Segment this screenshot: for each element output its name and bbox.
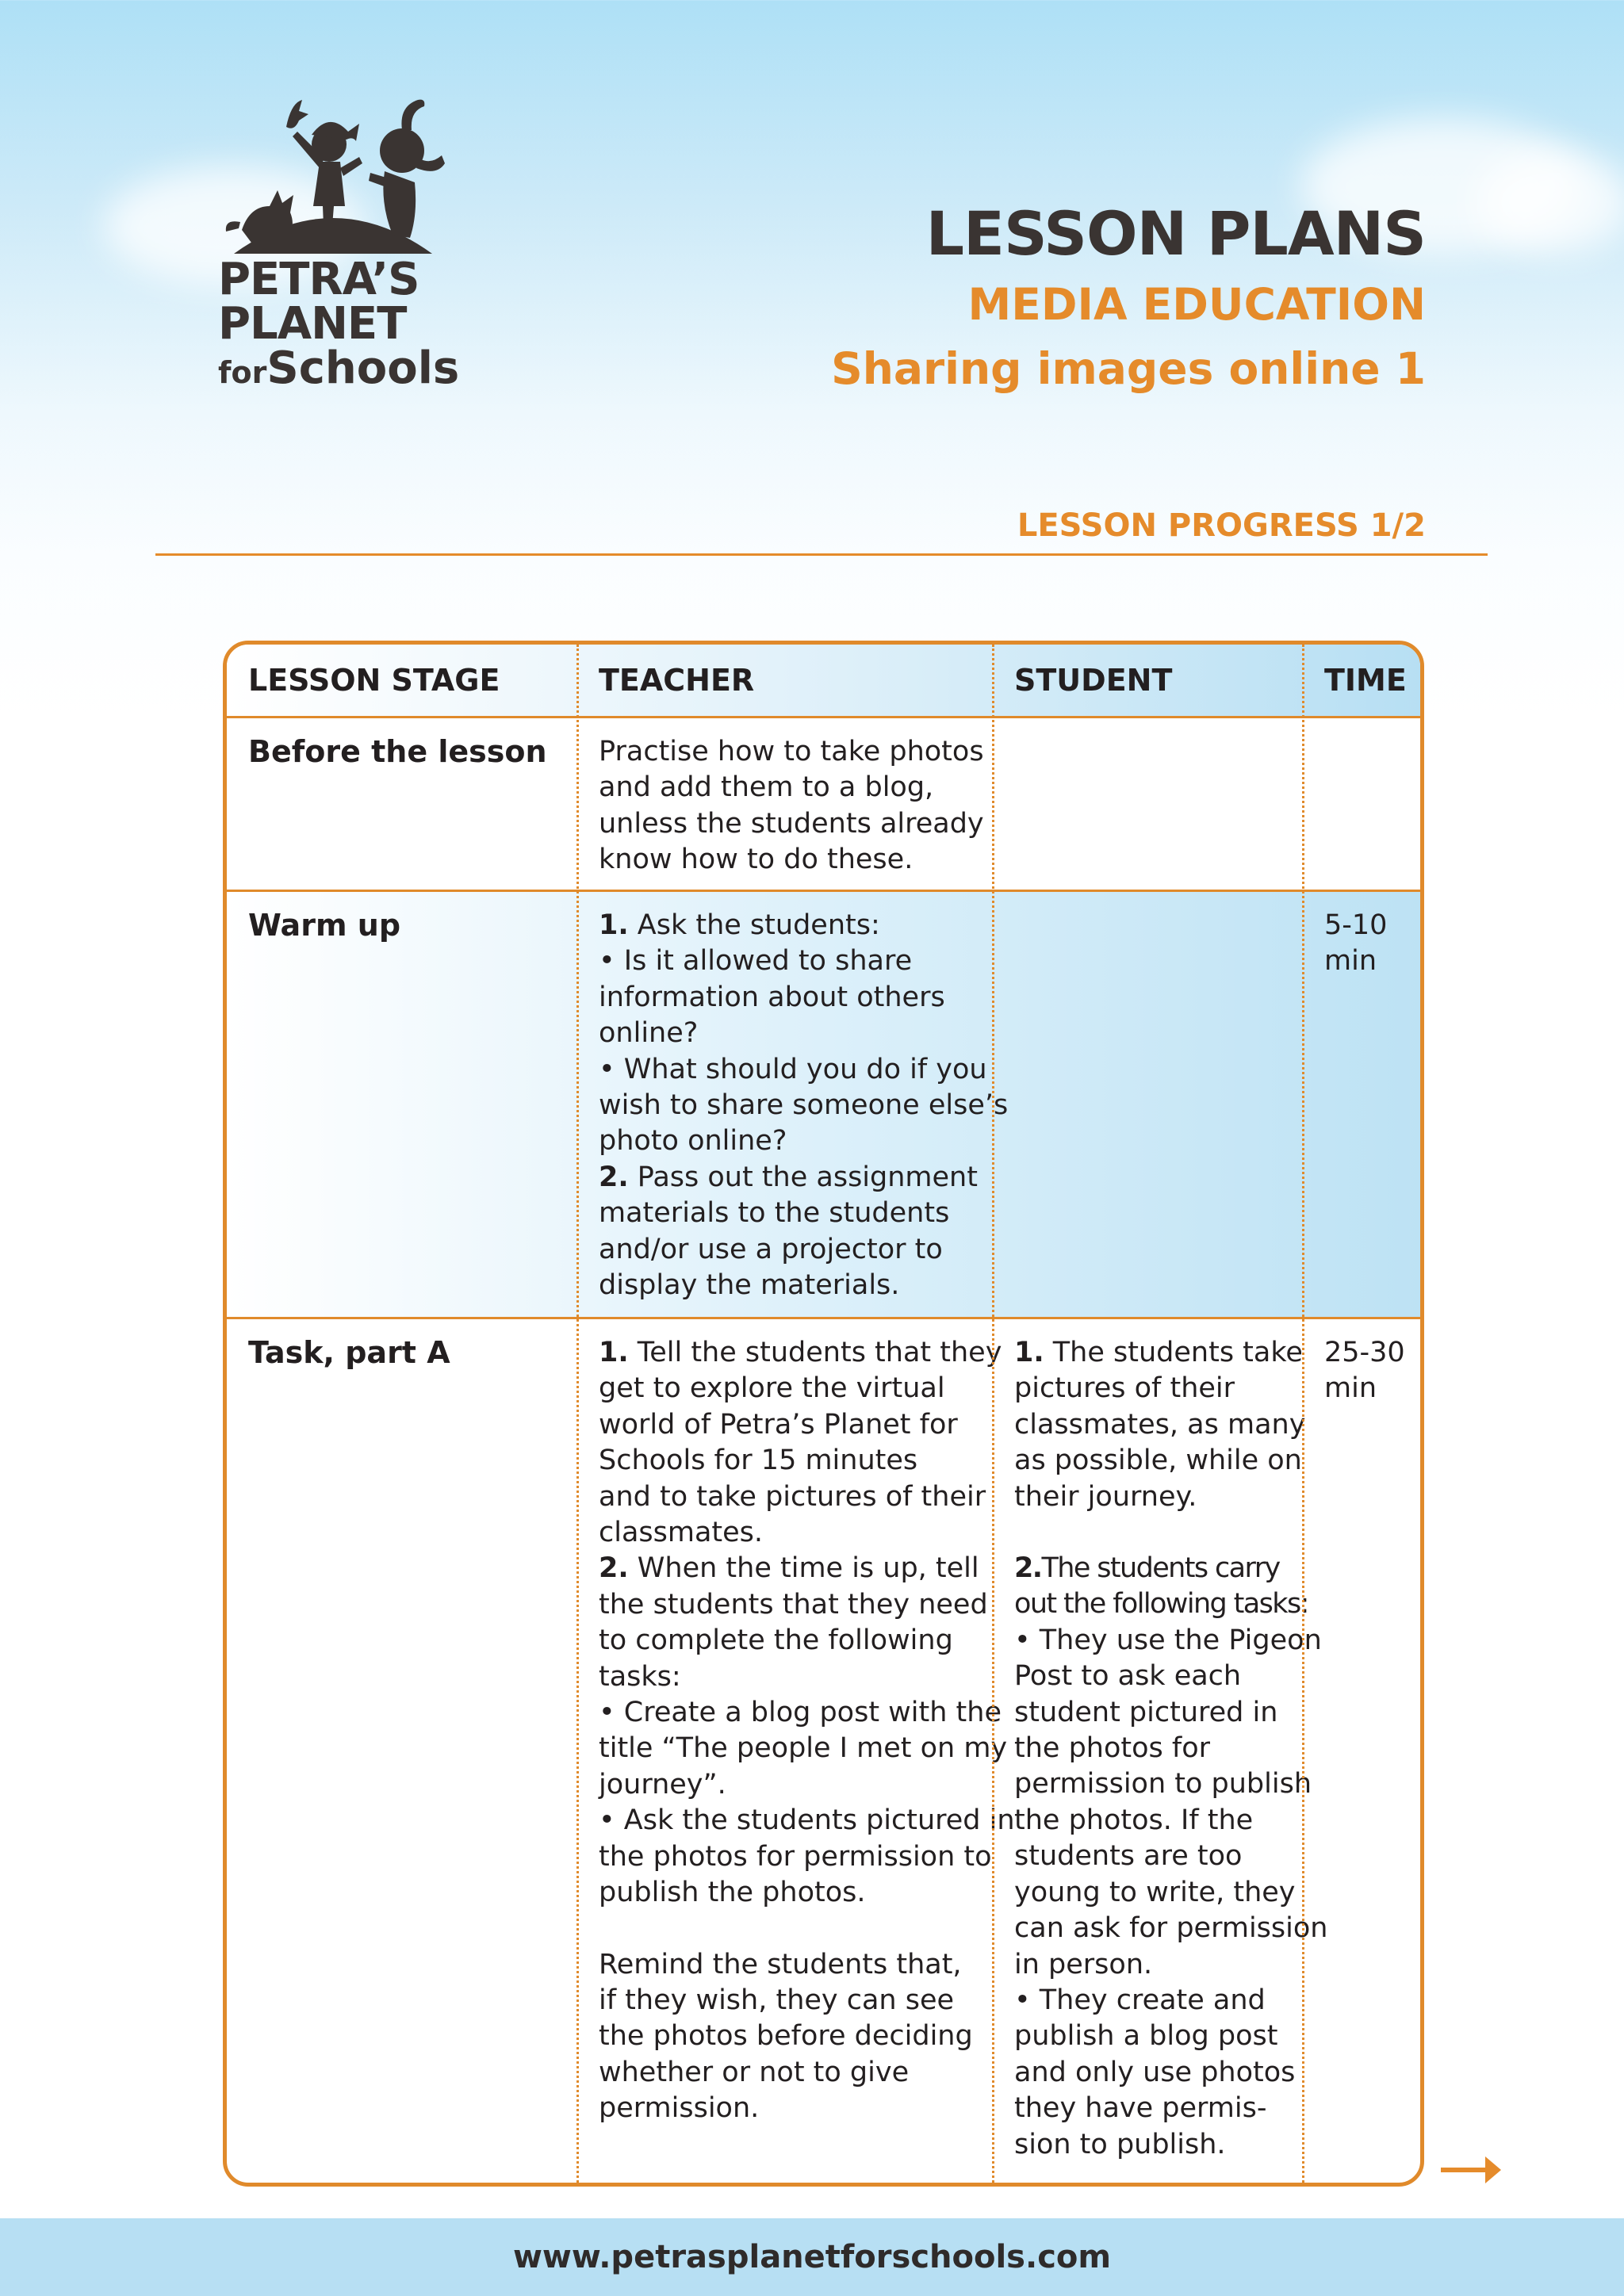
header-divider [155,553,1488,556]
column-divider [576,645,579,2183]
logo-wordmark [218,254,460,395]
logo-line-3: forSchools [218,342,460,394]
column-divider [992,645,994,2183]
teacher-cell: 1. Tell the students that they get to explore the virtual world of Petra’s Planet for Schools for 15 minutes and to take pictures of their classmates. 2. When the time is up, tell the students that they need to complete the following tasks: • Create a blog post with the title “The people I met on my journey”. • Ask the students pictured in the photos for permission to publish the photos. Remind the students that, if they wish, they can see the photos before deciding whether or not to give permission. [599,1337,1015,2125]
logo-silhouette-icon [218,95,448,262]
lesson-plan-table [223,641,1424,2187]
logo-line-1: PETRA’S [218,254,419,305]
cloud-decoration [1475,151,1624,254]
column-header-teacher: TEACHER [599,663,755,698]
table-row-warm-up [227,892,1420,1319]
lesson-progress-label: LESSON PROGRESS 1/2 [1017,507,1426,544]
teacher-cell: 1. Ask the students: • Is it allowed to share information about others online? • What should you do if you wish to share someone else’s photo online? 2. Pass out the assignment materials to the students and/or use a projector to display the materials. [599,909,1009,1302]
logo-line-2: PLANET [218,298,407,350]
student-cell: 1. The students take pictures of their classmates, as many as possible, while on their journey. 2.The students carry out the following tasks: • They use the Pigeon Post to ask each student pictured in the photos for permission to publish the photos. If the students are too young to write, they can ask for permission in person. • They create and publish a blog post and only use photos they have permis- sion to publish. [1014,1337,1328,2160]
footer-bar [0,2218,1624,2296]
column-divider [1302,645,1304,2183]
website-link[interactable]: www.petrasplanetforschools.com [512,2239,1112,2275]
stage-cell: Warm up [248,908,401,943]
stage-cell: Before the lesson [248,734,547,769]
time-cell: 25-30 min [1324,1337,1405,1405]
next-page-arrow-icon[interactable] [1439,2150,1503,2190]
table-row-before-the-lesson [227,718,1420,892]
stage-cell: Task, part A [248,1335,450,1370]
page-title: LESSON PLANS [925,198,1426,269]
teacher-cell: Practise how to take photos and add them to a blog, unless the students already know how to do these. [599,736,984,876]
petras-planet-logo [218,95,460,396]
topic-heading: Sharing images online 1 [831,343,1426,394]
column-header-time: TIME [1324,663,1407,698]
table-row-task-part-a [227,1319,1420,2183]
time-cell: 5-10 min [1324,909,1388,978]
table-header-row [227,645,1420,718]
column-header-lesson-stage: LESSON STAGE [248,663,500,698]
column-header-student: STUDENT [1014,663,1173,698]
subject-heading: MEDIA EDUCATION [967,279,1426,330]
